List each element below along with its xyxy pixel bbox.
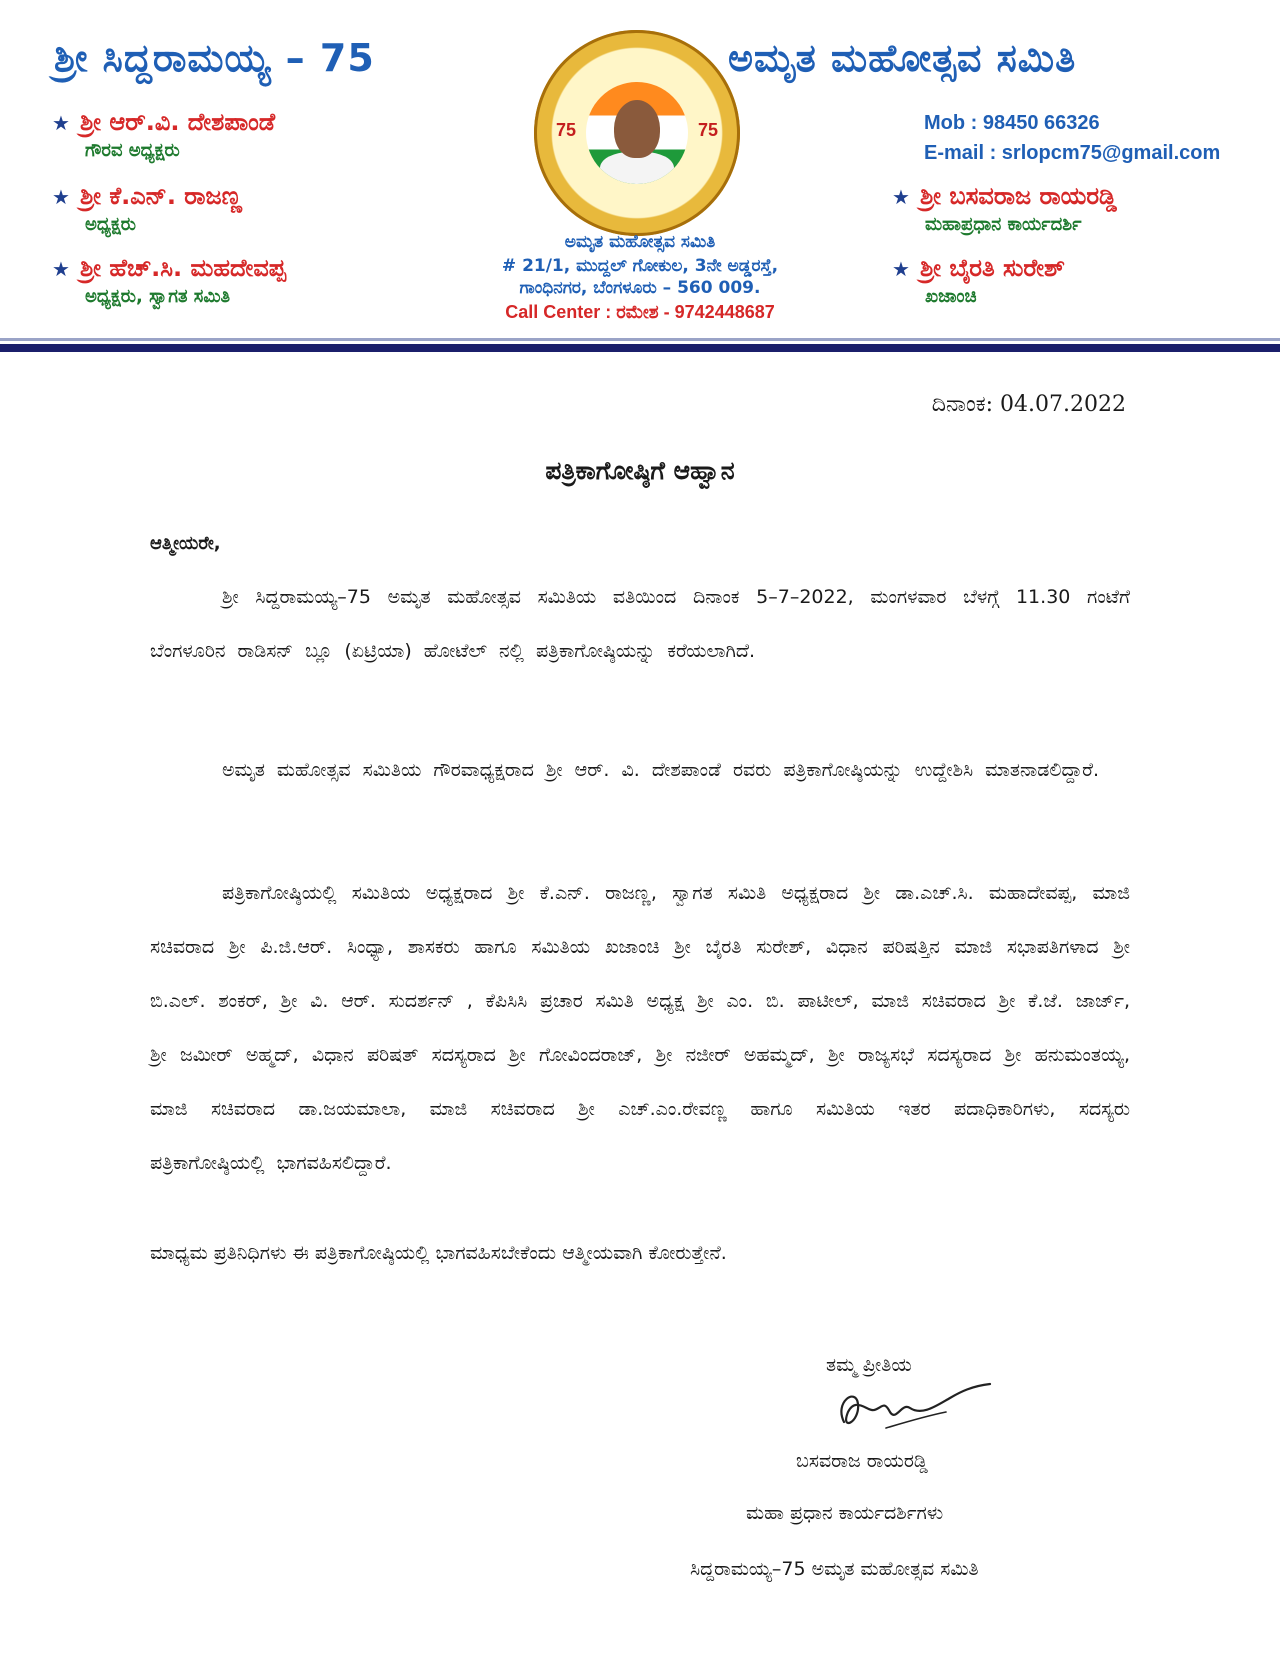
paragraph-attendees: ಪತ್ರಿಕಾಗೋಷ್ಠಿಯಲ್ಲಿ ಸಮಿತಿಯ ಅಧ್ಯಕ್ಷರಾದ ಶ್ರೀ ಕೆ.ಎನ್. ರಾಜಣ್ಣ, ಸ್ವಾಗತ ಸಮಿತಿ ಅಧ್ಯಕ್ಷರಾದ ಶ್ರೀ ಡಾ.ಎಚ್.ಸಿ. ಮಹಾದೇವಪ್ಪ, ಮಾಜಿ ಸಚಿವರಾದ ಶ್ರೀ ಪಿ.ಜಿ.ಆರ್. ಸಿಂಧ್ಯಾ, ಶಾಸಕರು ಹಾಗೂ ಸಮಿತಿಯ ಖಜಾಂಚಿ ಶ್ರೀ ಬೈರತಿ ಸುರೇಶ್, ವಿಧಾನ ಪರಿಷತ್ತಿನ ಮಾಜಿ ಸಭಾಪತಿಗಳಾದ ಶ್ರೀ ಬಿ.ಎಲ್. ಶಂಕರ್, ಶ್ರೀ ವಿ. ಆರ್. ಸುದರ್ಶನ್ , ಕೆಪಿಸಿಸಿ ಪ್ರಚಾರ ಸಮಿತಿ ಅಧ್ಯಕ್ಷ ಶ್ರೀ ಎಂ. ಬಿ. ಪಾಟೀಲ್, ಮಾಜಿ ಸಚಿವರಾದ ಶ್ರೀ ಕೆ.ಜೆ. ಜಾರ್ಜ್, ಶ್ರೀ ಜಮೀರ್ ಅಹ್ಮದ್, ವಿಧಾನ ಪರಿಷತ್ ಸದಸ್ಯರಾದ ಶ್ರೀ ಗೋವಿಂದರಾಜ್, ಶ್ರೀ ನಜೀರ್ ಅಹಮ್ಮದ್, ಶ್ರೀ ರಾಜ್ಯಸಭೆ ಸದಸ್ಯರಾದ ಶ್ರೀ ಹನುಮಂತಯ್ಯ, ಮಾಜಿ ಸಚಿವರಾದ ಡಾ.ಜಯಮಾಲಾ, ಮಾಜಿ ಸಚಿವರಾದ ಶ್ರೀ ಎಚ್.ಎಂ.ರೇವಣ್ಣ ಹಾಗೂ ಸಮಿತಿಯ ಇತರ ಪದಾಧಿಕಾರಿಗಳು, ಸದಸ್ಯರು ಪತ್ರಿಕಾಗೋಷ್ಠಿಯಲ್ಲಿ ಭಾಗವಹಿಸಲಿದ್ದಾರೆ. <box>150 882 1130 1174</box>
officer-role: ಗೌರವ ಅಧ್ಯಕ್ಷರು <box>85 140 180 161</box>
officer-name: ಶ್ರೀ ಹೆಚ್.ಸಿ. ಮಹದೇವಪ್ಪ <box>79 254 286 282</box>
star-icon: ★ <box>52 111 70 135</box>
officer-name: ಶ್ರೀ ಕೆ.ಎನ್. ರಾಜಣ್ಣ <box>79 182 242 210</box>
star-icon: ★ <box>892 185 910 209</box>
letter-date: ದಿನಾಂಕ: 04.07.2022 <box>931 392 1126 417</box>
email-address: E-mail : srlopcm75@gmail.com <box>924 142 1221 164</box>
contact-block <box>924 108 1220 168</box>
closing-request: ಮಾಧ್ಯಮ ಪ್ರತಿನಿಧಿಗಳು ಈ ಪತ್ರಿಕಾಗೋಷ್ಠಿಯಲ್ಲಿ ಭಾಗವಹಿಸಬೇಕೆಂದು ಆತ್ಮೀಯವಾಗಿ ಕೋರುತ್ತೇನೆ. <box>150 1242 727 1264</box>
signatory-title: ಮಹಾ ಪ್ರಧಾನ ಕಾರ್ಯದರ್ಶಿಗಳು <box>746 1502 944 1524</box>
logo-number-right: 75 <box>698 120 719 140</box>
signatory-name: ಬಸವರಾಜ ರಾಯರಡ್ಡಿ <box>796 1450 928 1472</box>
address-line-1: # 21/1, ಮುದ್ದಲ್ ಗೋಕುಲ, 3ನೇ ಅಡ್ಡರಸ್ತೆ, <box>501 256 779 276</box>
logo-number-left: 75 <box>556 120 577 140</box>
address-line-2: ಗಾಂಧಿನಗರ, ಬೆಂಗಳೂರು – 560 009. <box>519 278 761 298</box>
mobile-number: Mob : 98450 66326 <box>924 112 1100 134</box>
star-icon: ★ <box>52 257 70 281</box>
officer-name: ಶ್ರೀ ಬೈರತಿ ಸುರೇಶ್ <box>919 254 1065 282</box>
call-center: Call Center : ರಮೇಶ - 9742448687 <box>505 302 775 322</box>
letterhead-divider-light <box>0 338 1280 341</box>
star-icon: ★ <box>52 185 70 209</box>
officer-left-2 <box>52 182 242 235</box>
salutation: ಆತ್ಮೀಯರೇ, <box>150 533 221 554</box>
officer-role: ಮಹಾಪ್ರಧಾನ ಕಾರ್ಯದರ್ಶಿ <box>925 214 1082 235</box>
letter-heading: ಪತ್ರಿಕಾಗೋಷ್ಠಿಗೆ ಆಹ್ವಾನ <box>545 456 735 485</box>
signoff-regards: ತಮ್ಮ ಪ್ರೀತಿಯ <box>826 1354 912 1376</box>
officer-role: ಅಧ್ಯಕ್ಷರು, ಸ್ವಾಗತ ಸಮಿತಿ <box>85 286 231 307</box>
officer-left-3 <box>52 254 286 307</box>
officer-right-1 <box>892 182 1117 235</box>
letterhead-title-right: ಅಮೃತ ಮಹೋತ್ಸವ ಸಮಿತಿ <box>728 36 1077 80</box>
officer-left-1 <box>52 108 275 161</box>
officer-role: ಅಧ್ಯಕ್ಷರು <box>85 214 136 235</box>
letterhead-title-left: ಶ್ರೀ ಸಿದ್ದರಾಮಯ್ಯ – 75 <box>54 36 375 80</box>
officer-name: ಶ್ರೀ ಆರ್.ವಿ. ದೇಶಪಾಂಡೆ <box>79 108 276 136</box>
paragraph-address: ಅಮೃತ ಮಹೋತ್ಸವ ಸಮಿತಿಯ ಗೌರವಾಧ್ಯಕ್ಷರಾದ ಶ್ರೀ ಆರ್. ವಿ. ದೇಶಪಾಂಡೆ ರವರು ಪತ್ರಿಕಾಗೋಷ್ಠಿಯನ್ನು ಉದ್ದೇಶಿಸಿ ಮಾತನಾಡಲಿದ್ದಾರೆ. <box>222 759 1100 781</box>
letterhead-divider <box>0 344 1280 352</box>
center-org-name: ಅಮೃತ ಮಹೋತ್ಸವ ಸಮಿತಿ <box>564 232 716 252</box>
officer-right-2 <box>892 254 1065 307</box>
star-icon: ★ <box>892 257 910 281</box>
signatory-organization: ಸಿದ್ದರಾಮಯ್ಯ–75 ಅಮೃತ ಮಹೋತ್ಸವ ಸಮಿತಿ <box>690 1558 979 1580</box>
officer-name: ಶ್ರೀ ಬಸವರಾಜ ರಾಯರಡ್ಡಿ <box>919 182 1117 210</box>
officer-role: ಖಜಾಂಚಿ <box>925 286 977 307</box>
paragraph-invitation: ಶ್ರೀ ಸಿದ್ದರಾಮಯ್ಯ–75 ಅಮೃತ ಮಹೋತ್ಸವ ಸಮಿತಿಯ ವತಿಯಿಂದ ದಿನಾಂಕ 5–7–2022, ಮಂಗಳವಾರ ಬೆಳಗ್ಗೆ 11.30 ಗಂಟೆಗೆ ಬೆಂಗಳೂರಿನ ರಾಡಿಸನ್ ಬ್ಲೂ (ಏಟ್ರಿಯಾ) ಹೋಟೆಲ್ ನಲ್ಲಿ ಪತ್ರಿಕಾಗೋಷ್ಠಿಯನ್ನು ಕರೆಯಲಾಗಿದೆ. <box>150 586 1130 662</box>
committee-logo <box>534 30 740 236</box>
handwritten-signature <box>826 1382 996 1442</box>
letterhead-address <box>420 232 860 323</box>
logo-portrait <box>586 82 688 184</box>
